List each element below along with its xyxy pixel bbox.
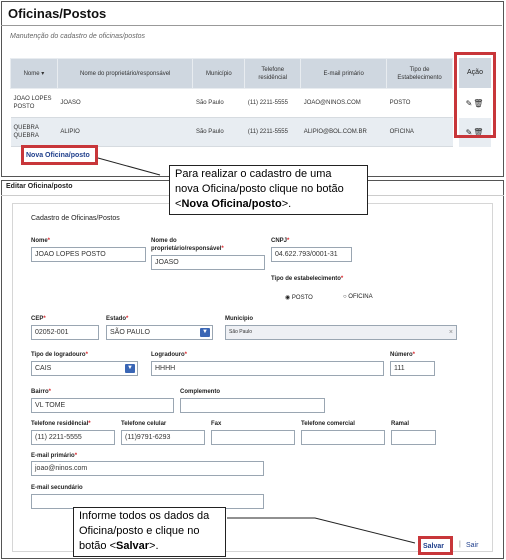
row-actions[interactable]: ✎🗑 [459, 118, 491, 147]
cnpj-input[interactable]: 04.622.793/0001-31 [271, 247, 352, 262]
tel-res-label: Telefone residêncial* [31, 421, 91, 427]
tipo-logradouro-label: Tipo de logradouro* [31, 352, 88, 358]
bairro-input[interactable]: VL TOME [31, 398, 174, 413]
tipo-logradouro-select[interactable]: CAIS ▼ [31, 361, 138, 376]
cell-tipo: OFICINA [387, 118, 453, 147]
sair-link[interactable]: Sair [466, 542, 479, 549]
estado-label: Estado* [106, 316, 129, 322]
proprietario-label: Nome do proprietário/responsável* [151, 238, 224, 252]
callout-salvar [73, 507, 226, 557]
col-header-nome[interactable]: Nome ▾ [11, 59, 58, 89]
ramal-label: Ramal [391, 421, 410, 427]
radio-posto[interactable]: ◉ POSTO [285, 295, 313, 301]
cnpj-label: CNPJ* [271, 238, 290, 244]
callout-line: <Nova Oficina/posto>. [175, 198, 292, 210]
email1-label: E-mail primário* [31, 453, 78, 459]
col-header-tipo[interactable]: Tipo de Estabelecimento [387, 59, 453, 89]
callout-line: Para realizar o cadastro de uma [175, 168, 332, 180]
ramal-input[interactable] [391, 430, 436, 445]
complemento-label: Complemento [180, 389, 221, 395]
page-title: Oficinas/Postos [8, 6, 107, 21]
salvar-button[interactable]: Salvar [423, 543, 445, 550]
numero-input[interactable]: 111 [390, 361, 435, 376]
cell-proprietario: ALIPIO [57, 118, 193, 147]
tel-cel-input[interactable]: (11)9791-6293 [121, 430, 205, 445]
col-header-acao: Ação [459, 58, 491, 88]
numero-label: Número* [390, 352, 416, 358]
tel-com-input[interactable] [301, 430, 385, 445]
cell-proprietario: JOASO [57, 89, 193, 118]
oficinas-table [10, 58, 453, 147]
email2-label: E-mail secundário [31, 485, 83, 491]
municipio-select[interactable]: São Paulo × [225, 325, 457, 340]
callout-nova-oficina [169, 165, 368, 215]
logradouro-input[interactable]: HHHH [151, 361, 384, 376]
callout-pointer [225, 510, 425, 550]
cell-nome: JOAO LOPES POSTO [11, 89, 58, 118]
fax-input[interactable] [211, 430, 295, 445]
callout-line: Informe todos os dados da [79, 510, 210, 522]
form-section-title: Cadastro de Oficinas/Postos [31, 215, 120, 222]
cep-label: CEP* [31, 316, 46, 322]
tel-cel-label: Telefone celular [121, 421, 167, 427]
row-actions[interactable]: ✎🗑 [465, 99, 485, 108]
col-header-proprietario[interactable]: Nome do proprietário/responsável [57, 59, 193, 89]
cep-input[interactable]: 02052-001 [31, 325, 99, 340]
chevron-down-icon: ▼ [200, 328, 210, 337]
callout-line: botão <Salvar>. [79, 540, 159, 552]
nome-input[interactable]: JOAO LOPES POSTO [31, 247, 146, 262]
cell-municipio: São Paulo [193, 118, 245, 147]
table-row [11, 89, 453, 118]
nova-oficina-link[interactable]: Nova Oficina/posto [26, 152, 90, 159]
callout-line: Oficina/posto e clique no [79, 525, 200, 537]
callout-line: nova Oficina/posto clique no botão [175, 183, 344, 195]
cell-email: JOAO@NINOS.COM [301, 89, 387, 118]
email1-input[interactable]: joao@ninos.com [31, 461, 264, 476]
cell-municipio: São Paulo [193, 89, 245, 118]
nome-label: Nome* [31, 238, 51, 244]
bairro-label: Bairro* [31, 389, 52, 395]
cell-tipo: POSTO [387, 89, 453, 118]
chevron-down-icon: ▼ [125, 364, 135, 373]
cell-telefone: (11) 2211-5555 [245, 89, 301, 118]
radio-oficina[interactable]: ○ OFICINA [343, 294, 373, 300]
acao-highlight [454, 52, 496, 138]
tipo-estab-label: Tipo de estabelecimento* [271, 276, 344, 282]
page-subtitle: Manutenção do cadastro de oficinas/postos [10, 33, 146, 40]
proprietario-input[interactable]: JOASO [151, 255, 265, 270]
tel-res-input[interactable]: (11) 2211-5555 [31, 430, 115, 445]
cell-telefone: (11) 2211-5555 [245, 118, 301, 147]
logradouro-label: Logradouro* [151, 352, 188, 358]
clear-icon[interactable]: × [448, 329, 453, 336]
col-header-email[interactable]: E-mail primário [301, 59, 387, 89]
title-divider [1, 25, 502, 26]
cell-email: ALIPIO@BOL.COM.BR [301, 118, 387, 147]
col-header-municipio[interactable]: Município [193, 59, 245, 89]
cell-nome: QUEBRA QUEBRA [11, 118, 58, 147]
col-header-telefone[interactable]: Telefone residêncial [245, 59, 301, 89]
table-header-row [11, 59, 453, 89]
complemento-input[interactable] [180, 398, 325, 413]
edit-panel-title: Editar Oficina/posto [6, 183, 73, 190]
table-row [11, 118, 453, 147]
separator: | [459, 541, 461, 548]
municipio-label: Município [225, 316, 253, 322]
tel-com-label: Telefone comercial [301, 421, 355, 427]
estado-select[interactable]: SÃO PAULO ▼ [106, 325, 213, 340]
fax-label: Fax [211, 421, 222, 427]
